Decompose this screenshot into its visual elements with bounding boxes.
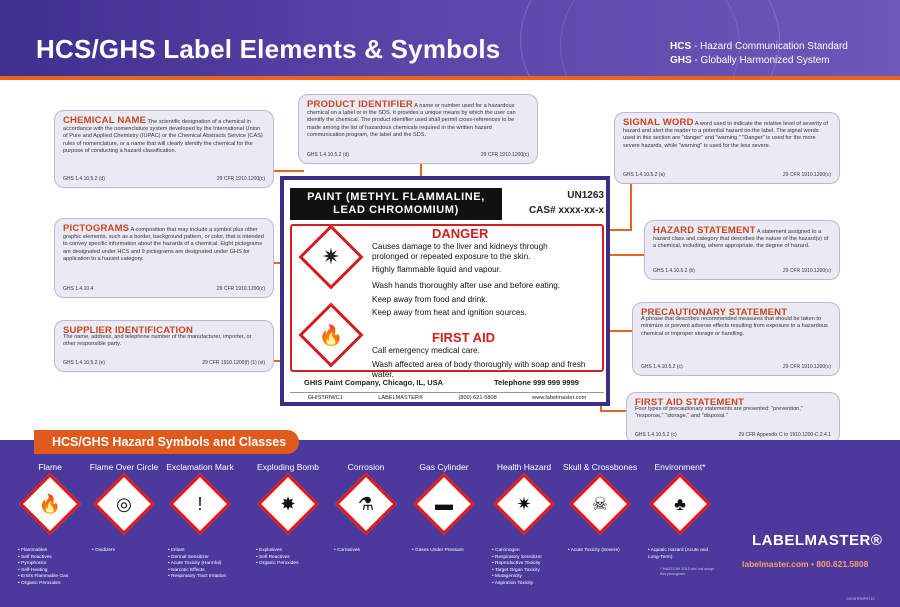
symbol-name: Exclamation Mark: [166, 462, 234, 472]
class-item: • Dermal Sensitizer: [168, 555, 240, 562]
symbol-name: Corrosion: [347, 462, 385, 472]
signal-word-box: [614, 112, 840, 184]
flame-over-circle-icon: [93, 473, 155, 535]
class-item: • Respiratory Sensitizer: [492, 555, 564, 562]
class-list: [648, 548, 720, 561]
statement-line: prolonged or repeated exposure to the skin.: [372, 252, 531, 261]
flame-icon: [19, 473, 81, 535]
symbols-title: HCS/GHS Hazard Symbols and Classes: [34, 430, 299, 454]
symbol-column: [326, 462, 406, 555]
class-item: • Acute Toxicity (Harmful): [168, 561, 240, 568]
symbol-name: Gas Cylinder: [419, 462, 469, 472]
symbol-name: Flame: [38, 462, 62, 472]
connector-line: [274, 170, 304, 172]
class-list: [168, 548, 240, 581]
class-item: • Respiratory Tract Irritation: [168, 574, 240, 581]
box-title: CHEMICAL NAME: [63, 115, 147, 126]
product-identifier-box: [298, 94, 538, 164]
symbol-glyph: ◎: [116, 493, 132, 514]
header-divider: [0, 76, 900, 80]
class-item: • Aquatic Hazard (Acute and Long-Term): [648, 548, 720, 561]
footnote: * HAZCOM 2012 did not adopt this pictogram: [660, 566, 715, 576]
class-item: • Irritant: [168, 548, 240, 555]
class-item: • Acute Toxicity (Severe): [568, 548, 640, 555]
box-text: A name or number used for a hazardous chemical on a label or in the SDS. It provides a unique means by which the user can identify the chemical. The product identifier used shall permit cross-references to be made among the list of hazardous chemicals required in the written hazard communication program, the label and the SDS.: [307, 103, 516, 138]
class-item: • Explosives: [256, 548, 328, 555]
class-list: [568, 548, 640, 555]
symbol-column: [84, 462, 164, 555]
page-title: HCS/GHS Label Elements & Symbols: [36, 34, 501, 64]
telephone-text: Telephone 999 999 9999: [494, 378, 579, 387]
box-ref: GHS 1.4.10.4: [63, 285, 94, 292]
box-ref: GHS 1.4.10.5.2 (e): [63, 359, 105, 366]
ghs-abbr: GHS: [670, 55, 692, 66]
box-ref: 29 CFR 1910.1200(f) (1) (vi): [202, 359, 265, 366]
label-hazard-area: [290, 224, 604, 379]
box-text: A statement assigned to a hazard class and category that describes the nature of the hazard(s) of a chemical, including, where appropriate, the degree of hazard.: [653, 229, 829, 250]
box-title: SIGNAL WORD: [623, 117, 694, 128]
symbol-glyph: ♣: [674, 493, 686, 514]
box-title: SUPPLIER IDENTIFICATION: [63, 325, 194, 336]
first-aid-heading: FIRST AID: [432, 330, 496, 345]
connector-line: [630, 184, 632, 230]
symbol-column: [560, 462, 640, 555]
class-item: • Pyrophorics: [18, 561, 90, 568]
class-item: • Oxidizers: [92, 548, 164, 555]
chemical-name-box: [54, 110, 274, 188]
symbol-column: [640, 462, 720, 561]
class-item: • Carcinogen: [492, 548, 564, 555]
box-ref: 29 CFR 1910.1200(c): [216, 285, 265, 292]
box-text: The name, address, and telephone number of the manufacturer, importer, or other responsible party.: [63, 334, 252, 348]
box-ref: 29 CFR 1910.1200(c): [216, 175, 265, 182]
class-item: • Flammables: [18, 548, 90, 555]
connector-line: [610, 330, 632, 332]
product-name: PAINT (METHYL FLAMMALINE, LEAD CHROMOMIUM): [290, 188, 502, 220]
symbol-glyph: ⚗: [357, 493, 375, 514]
header-banner: [0, 0, 900, 76]
brand-contact: labelmaster.com • 800.621.5808: [742, 559, 869, 569]
symbol-column: [248, 462, 328, 568]
box-text: The scientific designation of a chemical in accordance with the nomenclature system developed by the International Union of Pure and Applied Chemistry (IUPAC) or the Chemical Abstracts Service (CAS) rules of nomenclature, or a name that will clearly identify the chemical for the purpose of conducting a hazard classification.: [63, 119, 263, 154]
box-ref: GHS 1.4.10.5.2 (c): [641, 363, 683, 370]
class-list: [492, 548, 564, 588]
skull-crossbones-icon: [569, 473, 631, 535]
hcs-text: - Hazard Communication Standard: [691, 41, 848, 52]
symbol-glyph: !: [197, 493, 203, 514]
box-ref: GHS 1.4.10.5.2 (d): [307, 151, 349, 158]
class-item: • Organic Peroxides: [18, 581, 90, 588]
class-list: [18, 548, 90, 588]
cas-number: CAS# xxxx-xx-x: [528, 205, 604, 216]
statement-line: Wash hands thoroughly after use and before eating.: [372, 281, 561, 290]
class-item: • Narcotic Effects: [168, 568, 240, 575]
box-ref: 29 CFR Appendix C to 1910.1200-C.2.4.1: [738, 431, 831, 438]
health-hazard-icon: [493, 473, 555, 535]
label-code: GHISTRIWC1: [307, 395, 343, 401]
first-aid-statement-box: [626, 392, 840, 444]
class-list: [334, 548, 406, 555]
class-item: • Target Organ Toxicity: [492, 568, 564, 575]
box-ref: 29 CFR 1910.1200(c): [480, 151, 529, 158]
environment-icon: [649, 473, 711, 535]
first-aid-statements: [372, 346, 602, 380]
class-list: [256, 548, 328, 568]
box-text: A word used to indicate the relative level of severity of hazard and alert the reader to a potential hazard on the label. The signal words used in this section are "danger" and "warning." "Danger" is used for the more severe hazards, while "warning" is used for the less severe.: [623, 121, 828, 149]
symbol-name: Skull & Crossbones: [562, 462, 638, 472]
symbol-glyph: ☠: [591, 493, 609, 514]
box-ref: GHS 1.4.10.5.2 (b): [653, 267, 695, 274]
ghs-text: - Globally Harmonized System: [691, 55, 830, 66]
flame-icon: 🔥: [298, 302, 363, 367]
class-item: • Self-Heating: [18, 568, 90, 575]
statement-line: Keep away from food and drink.: [372, 295, 488, 304]
statement-line: Wash affected area of body thoroughly with soap and fresh water.: [372, 360, 586, 379]
label-phone: (800) 621-5808: [458, 395, 497, 401]
box-text: Four types of precautionary statements are presented: "prevention," "response," "storage," and "disposal.": [635, 406, 803, 420]
identifier-block: [504, 188, 604, 218]
class-item: • Corrosives: [334, 548, 406, 555]
box-text: A phrase that describes recommended measures that should be taken to minimize or prevent adverse effects resulting from exposure to a hazardous chemical or improper storage or handling.: [641, 316, 828, 337]
class-item: • Mutagenicity: [492, 574, 564, 581]
statement-line: Keep away from heat and ignition sources.: [372, 308, 527, 317]
labelmaster-logo: LABELMASTER®: [752, 532, 883, 549]
class-item: • Gases Under Pressure: [412, 548, 484, 555]
signal-word-danger: DANGER: [432, 226, 489, 241]
box-title: HAZARD STATEMENT: [653, 225, 756, 236]
box-title: PICTOGRAMS: [63, 223, 130, 234]
symbol-name: Health Hazard: [496, 462, 552, 472]
box-ref: GHS 1.4.10.5.2 (a): [623, 171, 665, 178]
class-list: [92, 548, 164, 555]
symbol-glyph: ✸: [280, 493, 296, 514]
supplier-identification-box: [54, 320, 274, 372]
box-ref: GHS 1.4.10.5.2 (d): [63, 175, 105, 182]
gas-cylinder-icon: [413, 473, 475, 535]
symbol-column: [10, 462, 90, 588]
health-hazard-icon: ✷: [298, 224, 363, 289]
product-code: GHSSTRNPST10: [846, 597, 875, 601]
label-url: www.labelmaster.com: [532, 395, 587, 401]
un-number: UN1263: [567, 190, 604, 201]
box-title: FIRST AID STATEMENT: [635, 397, 745, 408]
supplier-text: GHIS Paint Company, Chicago, IL, USA: [304, 378, 444, 387]
symbol-name: Environment*: [654, 462, 706, 472]
hcs-abbr: HCS: [670, 41, 692, 52]
box-title: PRECAUTIONARY STATEMENT: [641, 307, 788, 318]
class-item: • Reproductive Toxicity: [492, 561, 564, 568]
box-title: PRODUCT IDENTIFIER: [307, 99, 413, 110]
precautionary-statement-box: [632, 302, 840, 376]
statement-line: Highly flammable liquid and vapour.: [372, 265, 502, 274]
sample-label: [280, 176, 610, 406]
exploding-bomb-icon: [257, 473, 319, 535]
hazard-statements: [372, 242, 560, 318]
symbol-name: Exploding Bomb: [257, 462, 319, 472]
pictograms-box: [54, 218, 274, 298]
symbol-column: [484, 462, 564, 588]
symbol-column: [404, 462, 484, 555]
box-ref: 29 CFR 1910.1200(c): [782, 363, 831, 370]
statement-line: Call emergency medical care.: [372, 346, 480, 355]
corrosion-icon: [335, 473, 397, 535]
symbol-column: [160, 462, 240, 581]
label-footer: [290, 392, 604, 401]
class-item: • Organic Peroxides: [256, 561, 328, 568]
abbreviations: [670, 40, 848, 68]
statement-line: Causes damage to the liver and kidneys through: [372, 242, 548, 251]
class-item: • Self Reactives: [18, 555, 90, 562]
box-ref: 29 CFR 1910.1200(c): [782, 171, 831, 178]
box-ref: 29 CFR 1910.1200(c): [782, 267, 831, 274]
class-item: • Aspiration Toxicity: [492, 581, 564, 588]
symbol-glyph: 🔥: [38, 493, 62, 514]
box-text: A composition that may include a symbol plus other graphic elements, such as a border, background pattern, or color, that is intended to convey specific information about the hazards of a chemical. Eight pictograms are designated under HCS and 9 pictograms are designated under GHS for application to a hazard category.: [63, 227, 264, 262]
hazard-statement-box: [644, 220, 840, 280]
label-brand: LABELMASTER®: [378, 395, 424, 401]
symbol-name: Flame Over Circle: [89, 462, 159, 472]
box-ref: GHS 1.4.10.5.2 (c): [635, 431, 677, 438]
class-item: • Self Reactives: [256, 555, 328, 562]
class-list: [412, 548, 484, 555]
exclamation-icon: [169, 473, 231, 535]
symbol-glyph: ✷: [516, 493, 532, 514]
connector-line: [600, 410, 626, 412]
class-item: • Emits Flammable Gas: [18, 574, 90, 581]
symbol-glyph: ▬: [435, 493, 453, 514]
